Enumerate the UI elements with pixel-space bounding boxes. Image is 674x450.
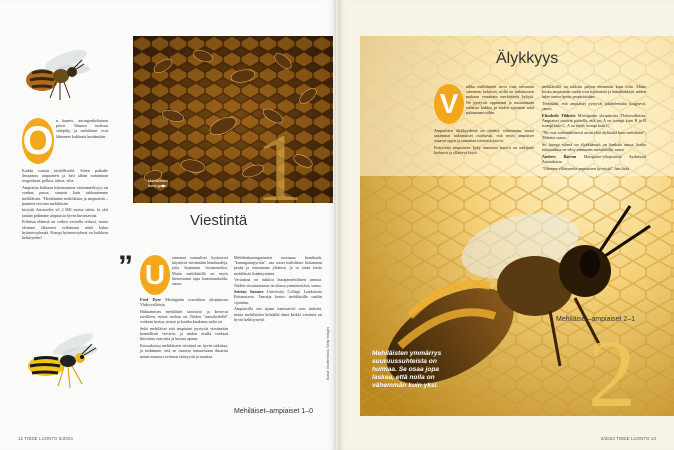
left-column-3: Mehiläiskuningattarien tuottama kemikaali, "kuningatarpyrräst", saa toiset mehiläiset hoitamaan pesää ja toimimaan yhdessä, ja se estää toisia mehiläisiä lisääntymästä. Vertaisina on tutkittu hunajamehiläisen tanssia. Niiden viestintätanssi on alussa ymmärrettävä, sanoo Seirian Sumner University College Londonista Britanniasta. Tanssija kertoo mehiläisille saaliin sijainnin. Ampiaisilla sen sijaan tuntosarvet ovat tärkeitä, mutta mehiläisten kohdalla tämä kaikki viestintä on hyvin kehittynyttä. bbox=[234, 255, 322, 322]
wasp-illustration bbox=[18, 328, 108, 394]
left-column-2: seimmat sosiaaliset hyönteiset käyttävät viestintään kemikaaleja, joita kutsutaan feromoneiksi. Mutta mehiläisillä on myös hienostunut tapa kommunikoida, sanoo bbox=[172, 255, 228, 287]
right-page bbox=[326, 0, 674, 450]
right-column-1-body: Ampiaisten älykkyydestä on tiedetty vähemmän, mutta uusimmat tutkimukset osoittavat, että myös ampiaiset osaavat oppia ja tunnistaa toistensa kasvot. Erityisesti ampiaisten kyky tunnistaa kasvot on tutkijoita kiehtova ja yllättävä löytö. bbox=[434, 128, 534, 156]
left-page bbox=[0, 0, 336, 450]
intro-paragraph: n kaunis, auringonkeltainen päivä. Ilmassa tuoksuu siitepöly, ja mehiläiset ovat lähteneet kukkasia keräämään. bbox=[56, 118, 108, 139]
section-number-2: 2 bbox=[588, 320, 636, 427]
score-communication: Mehiläiset–ampiaiset 1–0 bbox=[234, 408, 313, 415]
dropcap-u: U bbox=[140, 255, 170, 295]
section-number-1: 1 bbox=[255, 114, 303, 221]
right-column-2: mehiläisillä on tutkittu paljon enemmän kuin niitä. Mutta koska ampiaisten saaliit ovat hyönteisiä ja hämähäkkejä, niiden tulee tuntea hyvin ympäristöään. Tiedetään, että ampiaiset pystyvät päättelemään loogisesti, sanoo Elizabeth Tibbetts Michiganin yliopistosta Yhdysvalloista. Ampiaiset osaavat päätellä, että jos A on isompi kuin B ja B isompi kuin C, A on myös isompi kuin C. "Ne ovat todennäköisesti aivan yhtä älykkäitä kuin mehiläiset", Tibbetts sanoo. Se, kumpi ryhmä on älykkäämpi, on hankala sanoa, koska tutkimuksia on tehty enemmän mehiläisillä, sanoo Andrew Barron Macquarie-yliopistosta Sydneystä Australiasta. "Olemme yllättyneitä ampiaisten kyvyistä", hän lisää. bbox=[542, 84, 646, 171]
left-column-2-body: Fred Dyer Michiganin osavaltion yliopistosta Yhdysvalloista. Huhuamisen mehiläiset tanssivat ja kertovat toisilleen, missä ruokaa on. Niiden "tanssikielellä" voidaan kertoa, missä ja kuinka kaukana ruoka on. Sekä mehiläiset että ampiaiset pystyvät viestimään kemiallisin viestein, ja niiden avulla voidaan ilmoittaa vaaroista ja kutsua apuun. Kuvauksissa mehiläisten viestintä on hyvin tutkittua, ja tiedämme, että ne osaavat tanssiessaan ilmaista muun muassa ravinnon etäisyyttä ja suuntaa. bbox=[140, 297, 228, 359]
intelligence-caption: Mehiläisten ymmärrys suuruussuhteista on huimaa. Se osaa jopa laskea, että nolla on vähemmän kuin yksi. bbox=[372, 350, 442, 389]
left-column-1-body: Kaikki tuntuu täydelliseltä. Sitten paikalle ilmaantuu ampiainen ja heti tähän toimintaan reagoidaan: pelkoa, inhoa, viha. Ampiaisia kohtaan kokemamme vastenmielisyys on vanhaa perua, samoin kuin rakkautemme mehiläisiin. "Herätämme mehiläisiin ja ampiaisiin – puutteet eritoten mehiläisiin kirjoitti Aristoteles yli 2 000 vuotta sitten. Ja yhä tänään pidämme ampiaisia hyvin kuvottavina. Erilaisia eläimiä on vaikea vertailla reilusti, mutta olemme lähteneet tutkimaan näitä kahta hyönteisryhmää. Kumpi hyönteisryhmä on kaikkein kehittynein? bbox=[22, 168, 108, 240]
photo-credit: Kuvat: Shutterstock, Getty Images bbox=[326, 326, 330, 380]
left-column-1 bbox=[56, 118, 108, 140]
section-title-intelligence: Älykkyys bbox=[496, 50, 559, 67]
queen-caption: Mehiläisten kuningatar bbox=[148, 178, 169, 188]
left-footer: 12 TIEDE LUONTO 5/2024 bbox=[18, 436, 73, 441]
score-intelligence: Mehiläiset–ampiaiset 2–1 bbox=[556, 316, 635, 323]
honeybee-illustration bbox=[14, 40, 94, 108]
dropcap-v: V bbox=[434, 84, 464, 124]
dropcap-o: O bbox=[22, 119, 54, 163]
section-title-communication: Viestintä bbox=[190, 212, 248, 229]
right-column-1: aikka mehiläisten aivot ovat seesamin siemenen kokoiset, niillä on tutkimusten mukaan verrattain merkittäviä kykyjä. Ne pystyvät oppimaan ja muistamaan erilaisia kukkia ja niiden sijainnin sekä palaamaan niihin. bbox=[466, 84, 534, 116]
right-footer: 5/2024 TIEDE LUONTO 13 bbox=[601, 436, 656, 441]
quote-mark: ” bbox=[118, 250, 133, 283]
